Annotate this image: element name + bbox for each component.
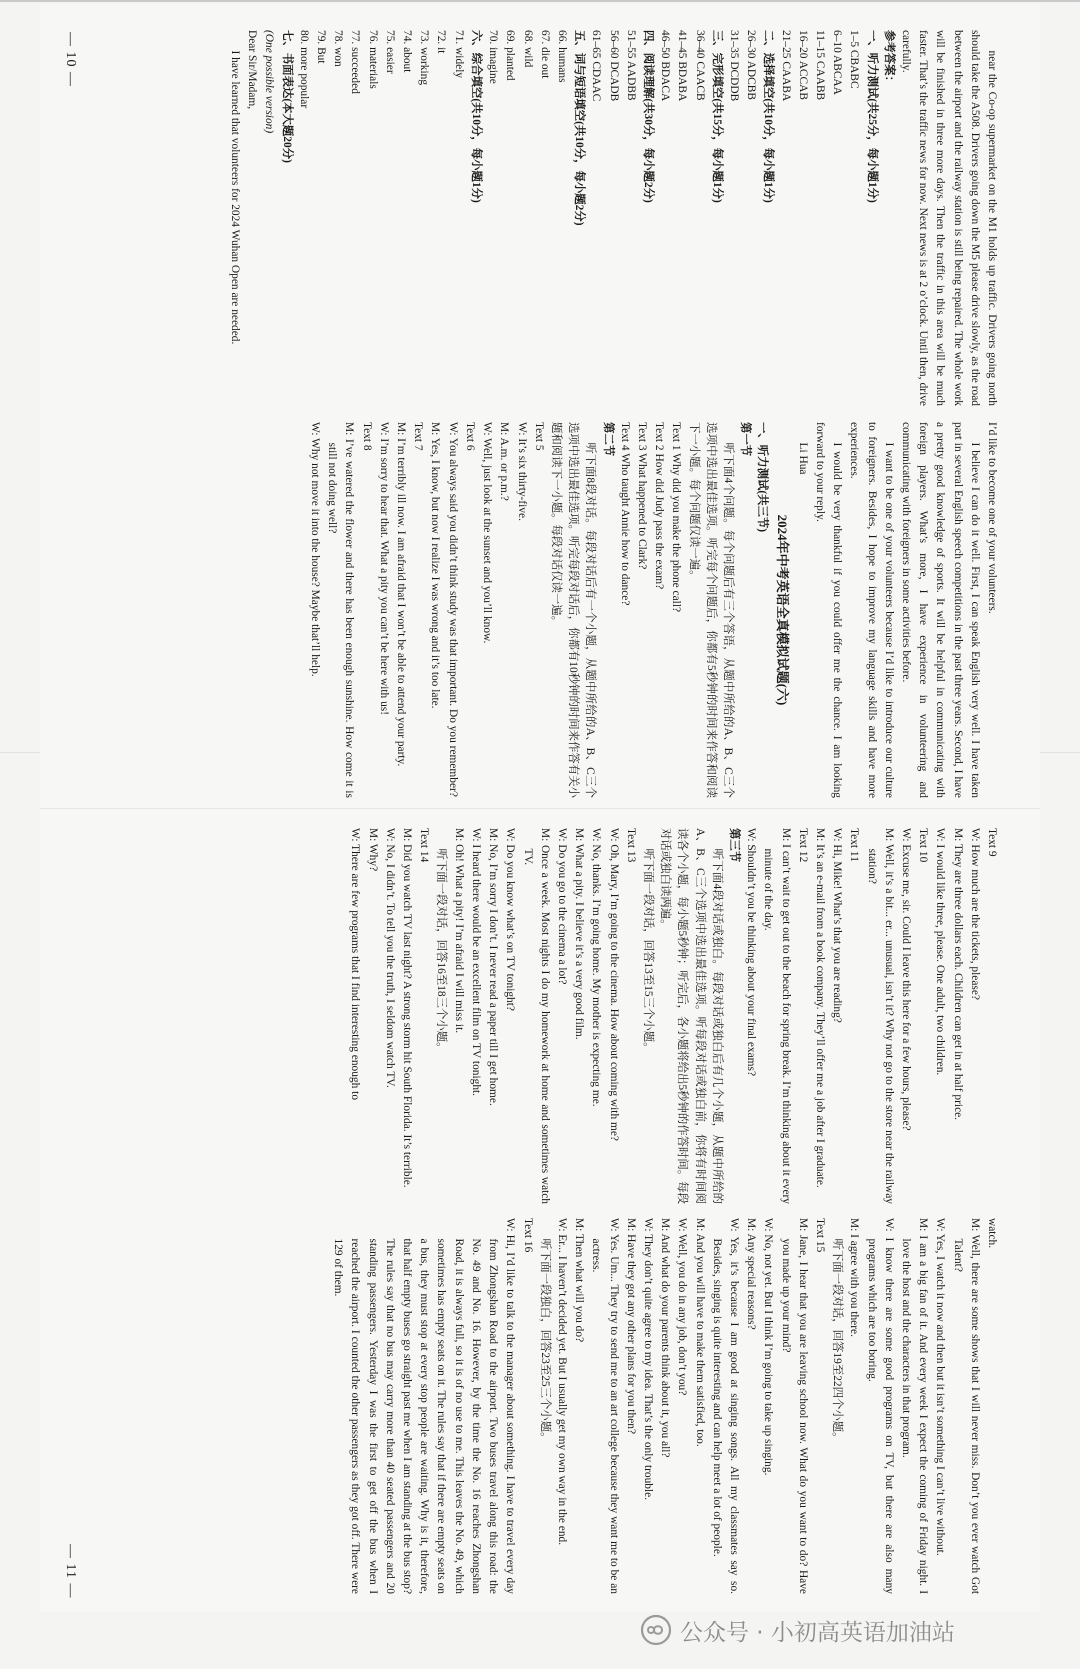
- text-label: Text 7: [412, 422, 425, 451]
- text-label: Text 5: [532, 422, 545, 451]
- answer-line: 36–40 CAACB: [693, 30, 706, 101]
- dialogue-line: W: I heard there would be an excellent film on TV tonight.: [469, 828, 482, 1097]
- dialogue-line: M: What a pity. I believe it’s a very good film.: [573, 828, 586, 1040]
- paragraph: I would be very thankful if you could offer me the chance. I am looking forward to your reply.: [813, 422, 844, 798]
- text-label: Text 16: [521, 1218, 534, 1253]
- answer-line: 41–45 BDABA: [676, 30, 689, 102]
- answer-line: 56–60 DCADB: [607, 30, 620, 102]
- answer-line: 1–5 CBABC: [848, 30, 861, 89]
- dialogue-line: W: Do you go to the cinema a lot?: [555, 828, 568, 985]
- answer-line: 77. succeeded: [349, 30, 362, 94]
- watermark-text: 公众号 · 小初高英语加油站: [680, 1619, 955, 1646]
- answer-line: 78. won: [332, 30, 345, 67]
- paragraph: near the Co-op supermarket on the M1 holds up traffic. Drivers going north should take the A508. Drivers going down the M5 please drive slowly, as the road between the airport and the railway station is still being repaired. The whole work will be finished in three more days. Then the traffic in this area will be much faster. That’s the traffic news for now. Next news is at 2 o’clock. Until then, drive carefully.: [899, 30, 998, 406]
- script-line: Text 2 How did Judy pass the exam?: [653, 422, 666, 590]
- paragraph: I have learned that volunteers for 2024 Wuhan Open are needed.: [229, 50, 242, 345]
- answers-heading: 参考答案：: [882, 30, 895, 87]
- dialogue-line: M: And you will have to make them satisfied, too.: [693, 1218, 706, 1447]
- dialogue-line: W: Er... I haven’t decided yet. But I usually get my own way in the end.: [555, 1218, 568, 1546]
- section-heading: 四、阅读理解(共30分，每小题2分): [641, 30, 654, 203]
- dialogue-line: M: They are three dollars each. Children can get in at half price.: [951, 828, 964, 1121]
- dialogue-line: M: I’m terribly ill now. I am afraid that I won’t be able to attend your party.: [395, 422, 408, 767]
- subsection-heading: 第一节: [739, 422, 752, 457]
- answer-line: 26–30 ADCBB: [745, 30, 758, 100]
- text-label: Text 13: [624, 828, 637, 863]
- dialogue-line: W: There are few programs that I find interesting enough to: [349, 828, 362, 1101]
- answer-line: 72. it: [435, 30, 448, 54]
- dialogue-line: M: Have they got any other plans for you then?: [624, 1218, 637, 1435]
- answer-line: 80. more popular: [297, 30, 310, 109]
- dialogue-line: M: Well, there are some shows that I will never miss. Don’t you ever watch Got Talent?: [951, 1218, 981, 1594]
- script-line: Text 1 Why did you make the phone call?: [670, 422, 683, 613]
- section-heading: 二、选择填空(共10分，每小题1分): [762, 30, 775, 203]
- dialogue-line: W: I’m sorry to hear that. What a pity you can’t be here with us!: [377, 422, 390, 716]
- dialogue-line: W: You always said you didn’t think study was that important. Do you remember?: [446, 422, 459, 797]
- dialogue-line: M: I’ve watered the flower and there has been enough sunshine. How come it is still not doing well?: [326, 422, 356, 798]
- scan-edge: [0, 0, 1080, 2]
- answer-line: 11–15 CAABB: [813, 30, 826, 101]
- dialogue-line: M: I am a big fan of it. And every week I expect the coming of Friday night. I love the host and the characters in that program.: [899, 1218, 930, 1594]
- exam-title: 2024年中考英语全真模拟试题(六): [774, 514, 790, 706]
- dialogue-line: M: Jane, I hear that you are leaving school now. What do you want to do? Have you made up your mind?: [779, 1218, 809, 1594]
- answer-line: 31–35 DCDDB: [727, 30, 740, 102]
- monologue: W: Hi, I’d like to talk to the manager about something. I have to travel every day from Zhongshan Road to the airport. Two buses travel along this road: the No. 49 and No. 16. However, by the time the No. 16 reaches Zhongshan Road, it is always full, so it is of no use to me. This leaves the No. 49, which sometimes has empty seats on it. The rules say that if there are empty seats on a bus, they must stop at every stop people are waiting. Why is it, therefore, that half empty buses go straight past me when I am standing at the bus stop? The rules say that no bus may carry more than 40 seated passengers and 20 standing passengers. Yesterday I was the first to get off the bus when I reached the airport. I counted the other passengers as they got off. There were 129 of them.: [332, 1218, 517, 1594]
- section-heading: 五、词与短语填空(共10分，每小题2分): [573, 30, 586, 226]
- dialogue-line: W: Excuse me, sir. Could I leave this here for a few hours, please?: [899, 828, 912, 1131]
- text-label: Text 9: [986, 828, 998, 857]
- answer-line: 73. working: [418, 30, 431, 86]
- dialogue-line: M: Yes, I know, but now I realize I was wrong and it’s too late.: [429, 422, 442, 709]
- answer-line: 74. about: [401, 30, 414, 73]
- text-label: Text 10: [917, 828, 930, 863]
- dialogue-line: M: It’s an e-mail from a book company. They’ll offer me a job after I graduate.: [813, 828, 826, 1188]
- dialogue-line: W: Yes. Um... They try to send me to an art college because they want me to be an actress.: [590, 1218, 620, 1594]
- dialogue-line: W: No, thanks. I’m going home. My mother is expecting me.: [590, 828, 603, 1107]
- instructions: 听下面一段独白，回答23至25三个小题。: [538, 1238, 551, 1444]
- answer-line: 70. imagine: [487, 30, 500, 84]
- text-label: Text 15: [813, 1218, 826, 1253]
- section-heading: 一、听力测试(共25分，每小题1分): [865, 30, 878, 203]
- dialogue-line: W: No, I didn’t. To tell you the truth, I seldom watch TV.: [383, 828, 396, 1088]
- answer-line: 16–20 ACCAB: [796, 30, 809, 100]
- paragraph: I want to be one of your volunteers because I’d like to introduce our culture to foreigners. Besides, I hope to improve my language skills and have more experiences.: [848, 422, 895, 798]
- dialogue-line: M: And what do your parents think about it, you all?: [659, 1218, 672, 1458]
- answer-line: 6–10 ABCAA: [831, 30, 844, 95]
- watermark: [640, 1612, 955, 1648]
- answer-line: 21–25 CAABA: [779, 30, 792, 102]
- dialogue-line: W: How much are the tickets, please?: [968, 828, 981, 1000]
- letter-salutation: Dear Sir/Madam,: [246, 30, 259, 110]
- text-label: Text 11: [848, 828, 861, 862]
- dialogue-line: W: Why not move it into the house? Maybe that’ll help.: [309, 422, 322, 677]
- dialogue-line: W: Well, you do in any job, don’t you?: [676, 1218, 689, 1396]
- dialogue-line: M: I can’t wait to get out to the beach for spring break. I’m thinking about it every minute of the day.: [762, 828, 792, 1204]
- answer-line: 68. wild: [521, 30, 534, 68]
- instructions: 听下面一段对话，回答13至15三个小题。: [641, 848, 654, 1054]
- letter-signature: Li Hua: [796, 442, 809, 475]
- column-listening-script-b: [120, 1218, 1000, 1594]
- paragraph: I’d like to become one of your volunteers.: [986, 422, 998, 614]
- dialogue-line: M: Oh! What a pity! I’m afraid I will miss it.: [452, 828, 465, 1034]
- script-line: Text 3 What happened to Clark?: [635, 422, 648, 570]
- dialogue-line: W: I know there are some good programs on TV, but there are also many programs which are too boring.: [865, 1218, 895, 1594]
- dialogue-line: W: It’s six thirty-five.: [515, 422, 528, 521]
- dialogue-line: M: Well, it’s a bit... er... unusual, isn’t it? Why not go to the store near the railway station?: [865, 828, 895, 1204]
- dialogue-line: W: Oh, Mary, I’m going to the cinema. How about coming with me?: [607, 828, 620, 1141]
- dialogue-line: W: They don’t quite agree to my idea. That’s the only trouble.: [641, 1218, 654, 1501]
- rotated-document-spread: [40, 4, 1040, 1612]
- section-heading: 三、完形填空(共15分，每小题1分): [710, 30, 723, 203]
- dialogue-line: W: Do you know what’s on TV tonight?: [504, 828, 517, 1011]
- subsection-heading: 第三节: [727, 828, 740, 863]
- dialogue-line: M: Any special reasons?: [745, 1218, 758, 1330]
- center-gutter: [40, 808, 1040, 809]
- dialogue-line: M: Did you watch TV last night? A strong storm hit South Florida. It’s terrible.: [401, 828, 414, 1188]
- answer-line: 76. materials: [366, 30, 379, 89]
- answer-line: 66. humans: [555, 30, 568, 83]
- instructions: 听下面一段对话，回答16至18三个小题。: [435, 848, 448, 1054]
- text-label: Text 8: [360, 422, 373, 451]
- dialogue-line: W: Well, just look at the sunset and you’ll know.: [481, 422, 494, 644]
- answer-line: 67. die out: [538, 30, 551, 79]
- dialogue-line: W: No, not yet. But I think I’m going to take up singing.: [762, 1218, 775, 1476]
- answer-line: 46–50 BDACA: [659, 30, 672, 102]
- dialogue-line: W: I would like three, please. One adult, two children.: [934, 828, 947, 1076]
- version-note: (One possible version): [263, 30, 276, 134]
- page-number-left: — 10 —: [63, 32, 78, 87]
- answer-line: 79. But: [315, 30, 328, 64]
- dialogue-line: M: A.m. or p.m.?: [498, 422, 511, 501]
- text-label: Text 14: [418, 828, 431, 863]
- subsection-heading: 第二节: [601, 422, 614, 457]
- answer-line: 75. easier: [383, 30, 396, 74]
- dialogue-line: W: Yes, it’s because I am good at singing songs. All my classmates say so. Besides, singing is quite interesting and can help meet a lot of people.: [710, 1218, 740, 1594]
- instructions: 听下面一段对话，回答19至22四个小题。: [831, 1238, 844, 1444]
- page-number-right: — 11 —: [63, 1544, 78, 1599]
- wechat-official-account-icon: [640, 1614, 672, 1646]
- instructions: 听下面4段对话或独白。每段对话或独白后有几个小题，从题中所给的A、B、C三个选项中选出最佳选项。听每段对话或独白前，你将有时间阅读各个小题，每小题5秒钟；听完后，各小题将给出5秒钟的作答时间。每段对话或独白读两遍。: [659, 828, 723, 1204]
- column-listening-script-a: [120, 828, 1000, 1204]
- column-letter-and-exam: [120, 422, 1000, 798]
- column-answers: [120, 30, 1000, 406]
- answer-line: 51–55 AADBB: [624, 30, 637, 101]
- dialogue-line: M: Why?: [366, 828, 379, 872]
- answer-line: 69. planted: [504, 30, 517, 81]
- text-label: Text 12: [796, 828, 809, 863]
- answer-line: 61–65 CDAAC: [590, 30, 603, 102]
- instructions: 听下面4个问题。每个问题后有三个答语，从题中所给的A、B、C三个选项中选出最佳选项。听完每个问题后，你都有5秒钟的时间来作答和阅读下一小题。每个问题仅读一遍。: [687, 422, 734, 798]
- dialogue-line: W: Shouldn’t you be thinking about your final exams?: [745, 828, 758, 1077]
- section-heading: 六、综合填空(共10分，每小题1分): [469, 30, 482, 203]
- dialogue-line: M: Then what will you do?: [573, 1218, 586, 1343]
- script-line: Text 4 Who taught Annie how to dance?: [618, 422, 631, 606]
- dialogue-line: W: Yes, I watch it now and then but it isn’t something I can’t live without.: [934, 1218, 947, 1556]
- section-heading: 一、听力测试(共三节): [756, 422, 769, 533]
- dialogue-line: M: No, I’m sorry I don’t. I never read a paper till I get home.: [487, 828, 500, 1106]
- text-label: Text 6: [463, 422, 476, 451]
- instructions: 听下面8段对话。每段对话后有一个小题，从题中所给的A、B、C三个选项中选出最佳选项。听完每段对话后，你都有10秒钟的时间来作答有关小题和阅读下一小题。每段对话仅读一遍。: [549, 422, 597, 798]
- answer-line: 71. widely: [452, 30, 465, 79]
- dialogue-line: W: Hi, Mike! What’s that you are reading?: [831, 828, 844, 1023]
- dialogue-line: watch.: [986, 1218, 998, 1249]
- dialogue-line: M: Once a week. Most nights I do my homework at home and sometimes watch TV.: [521, 828, 551, 1204]
- section-heading: 七、书面表达(本大题20分): [280, 30, 293, 163]
- paragraph: I believe I can do it well. First, I can speak English very well. I have taken part in several English speech competitions in the past three years. Second, I have a pretty good knowledge of sports. It will be helpful in communicating with foreign players. What’s more, I have experience in volunteering and communicating with foreigners in some activities before.: [899, 422, 981, 798]
- dialogue-line: M: I agree with you there.: [848, 1218, 861, 1337]
